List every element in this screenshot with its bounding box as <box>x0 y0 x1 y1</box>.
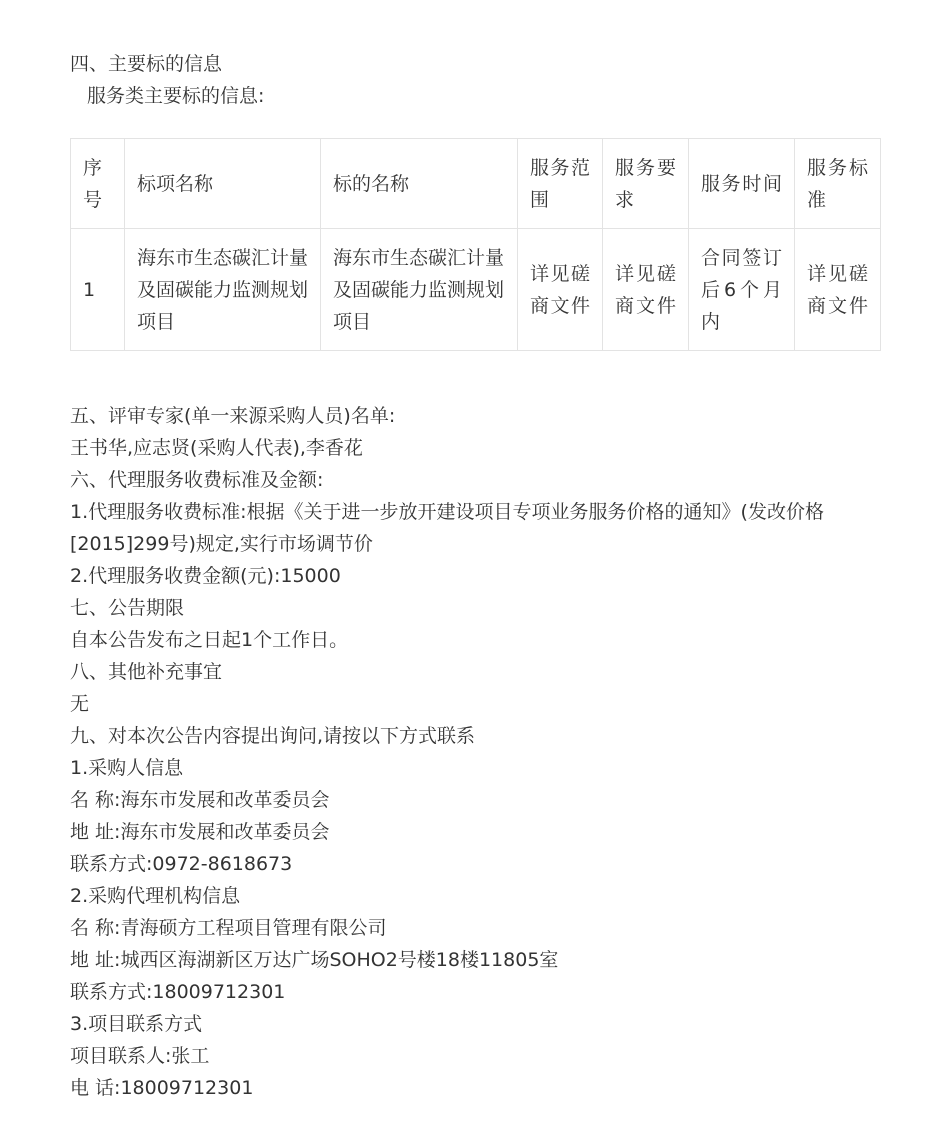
section-4 <box>70 48 264 112</box>
agency-address: 地 址:城西区海湖新区万达广场SOHO2号楼18楼11805室 <box>70 949 559 971</box>
table-header-row <box>71 139 881 229</box>
fee-amount: 2.代理服务收费金额(元):15000 <box>70 565 341 587</box>
subject-info-table <box>70 138 881 351</box>
fee-standard: 1.代理服务收费标准:根据《关于进一步放开建设项目专项业务服务价格的通知》(发改价格[2015]299号)规定,实行市场调节价 <box>70 501 824 555</box>
cell-scope: 详见磋商文件 <box>518 229 603 351</box>
purchaser-contact: 联系方式:0972-8618673 <box>70 853 293 875</box>
project-phone: 电 话:18009712301 <box>70 1077 254 1099</box>
header-seq: 序号 <box>71 139 125 229</box>
table-row <box>71 229 881 351</box>
purchaser-info-heading: 1.采购人信息 <box>70 757 184 779</box>
header-standard: 服务标准 <box>795 139 881 229</box>
supplementary-none: 无 <box>70 693 90 715</box>
agency-contact: 联系方式:18009712301 <box>70 981 286 1003</box>
header-requirement: 服务要求 <box>603 139 689 229</box>
header-item-name: 标项名称 <box>125 139 321 229</box>
cell-seq: 1 <box>71 229 125 351</box>
section-5-heading: 五、评审专家(单一来源采购人员)名单: <box>70 405 396 427</box>
agency-info-heading: 2.采购代理机构信息 <box>70 885 241 907</box>
cell-subject-name: 海东市生态碳汇计量及固碳能力监测规划项目 <box>321 229 518 351</box>
cell-time: 合同签订后6个月内 <box>689 229 795 351</box>
notice-period: 自本公告发布之日起1个工作日。 <box>70 629 349 651</box>
agency-name: 名 称:青海硕方工程项目管理有限公司 <box>70 917 387 939</box>
section-6-heading: 六、代理服务收费标准及金额: <box>70 469 324 491</box>
cell-requirement: 详见磋商文件 <box>603 229 689 351</box>
project-contact-person: 项目联系人:张工 <box>70 1045 210 1067</box>
cell-standard: 详见磋商文件 <box>795 229 881 351</box>
section-8-heading: 八、其他补充事宜 <box>70 661 223 683</box>
purchaser-address: 地 址:海东市发展和改革委员会 <box>70 821 330 843</box>
section-4-heading: 四、主要标的信息 <box>70 53 223 75</box>
header-subject-name: 标的名称 <box>321 139 518 229</box>
section-9-heading: 九、对本次公告内容提出询问,请按以下方式联系 <box>70 725 476 747</box>
section-4-subheading: 服务类主要标的信息: <box>87 85 265 107</box>
header-scope: 服务范围 <box>518 139 603 229</box>
cell-item-name: 海东市生态碳汇计量及固碳能力监测规划项目 <box>125 229 321 351</box>
purchaser-name: 名 称:海东市发展和改革委员会 <box>70 789 330 811</box>
expert-names: 王书华,应志贤(采购人代表),李香花 <box>70 437 363 459</box>
project-contact-heading: 3.项目联系方式 <box>70 1013 203 1035</box>
announcement-body <box>70 400 885 1104</box>
section-7-heading: 七、公告期限 <box>70 597 185 619</box>
header-time: 服务时间 <box>689 139 795 229</box>
